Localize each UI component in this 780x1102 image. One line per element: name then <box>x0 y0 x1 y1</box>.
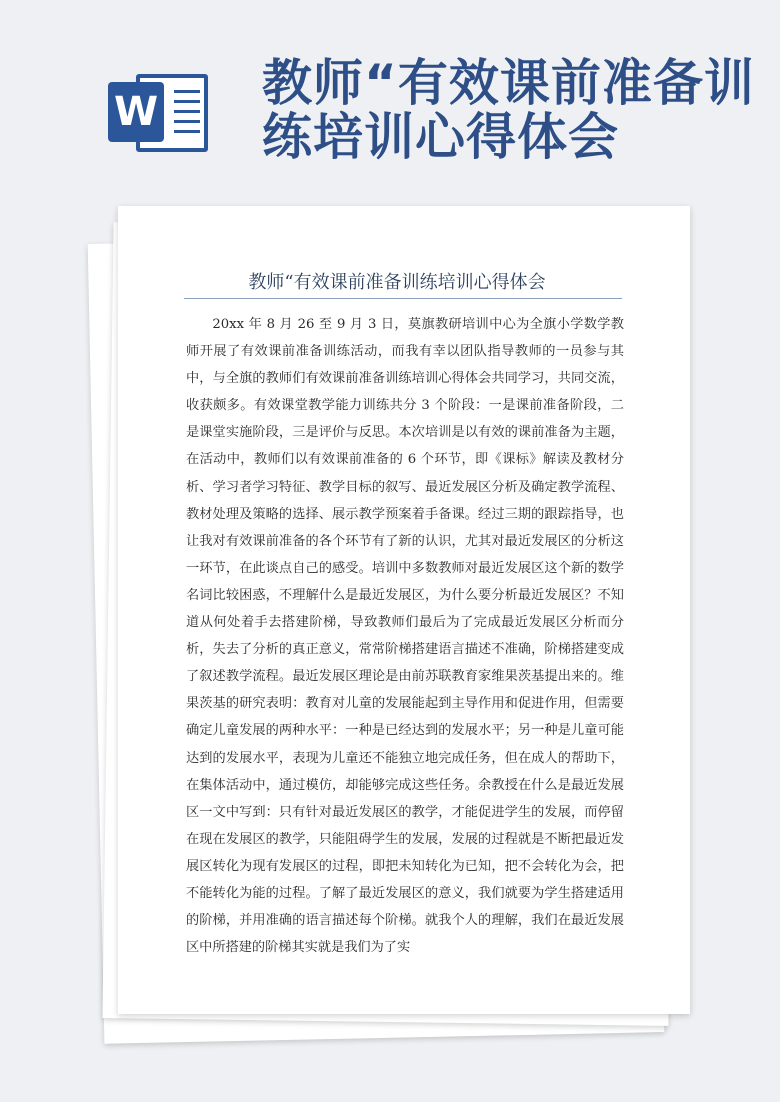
icon-line <box>174 90 200 93</box>
page-title: 教师“有效课前准备训练培训心得体会 <box>262 54 755 166</box>
icon-line <box>174 120 200 123</box>
word-badge: W <box>108 82 164 142</box>
icon-line <box>174 110 200 113</box>
icon-line <box>174 130 200 133</box>
icon-line <box>174 100 200 103</box>
document-body: 20xx 年 8 月 26 至 9 月 3 日，莫旗教研培训中心为全旗小学数学教师开展了有效课前准备训练活动，而我有幸以团队指导教师的一员参与其中，与全旗的教师们有效课前准备训练培训心得体会共同学习，共同交流，收获颇多。有效课堂教学能力训练共分 3 个阶段：一是课前准备阶段，二是课堂实施阶段，三是评价与反思。本次培训是以有效的课前准备为主题，在活动中，教师们以有效课前准备的 6 个环节，即《课标》解读及教材分析、学习者学习特征、教学目标的叙写、最近发展区分析及确定教学流程、教材处理及策略的选择、展示教学预案着手备课。经过三期的跟踪指导，也让我对有效课前准备的各个环节有了新的认识，尤其对最近发展区的分析这一环节，在此谈点自己的感受。培训中多数教师对最近发展区这个新的数学名词比较困惑，不理解什么是最近发展区，为什么要分析最近发展区？不知道从何处着手去搭建阶梯，导致教师们最后为了完成最近发展区分析而分析，失去了分析的真正意义，常常阶梯搭建语言描述不准确，阶梯搭建变成了叙述教学流程。最近发展区理论是由前苏联教育家维果茨基提出来的。维果茨基的研究表明：教育对儿童的发展能起到主导作用和促进作用，但需要确定儿童发展的两种水平：一种是已经达到的发展水平；另一种是儿童可能达到的发展水平，表现为儿童还不能独立地完成任务，但在成人的帮助下，在集体活动中，通过模仿，却能够完成这些任务。余教授在什么是最近发展区一文中写到：只有针对最近发展区的教学，才能促进学生的发展，而停留在现在发展区的教学，只能阻碍学生的发展，发展的过程就是不断把最近发展区转化为现有发展区的过程，即把未知转化为已知，把不会转化为会，把不能转化为能的过程。了解了最近发展区的意义，我们就要为学生搭建适用的阶梯，并用准确的语言描述每个阶梯。就我个人的理解，我们在最近发展区中所搭建的阶梯其实就是我们为了实 <box>186 317 624 956</box>
word-icon <box>108 68 208 152</box>
title-divider <box>184 298 622 299</box>
document-title: 教师“有效课前准备训练培训心得体会 <box>248 272 546 293</box>
